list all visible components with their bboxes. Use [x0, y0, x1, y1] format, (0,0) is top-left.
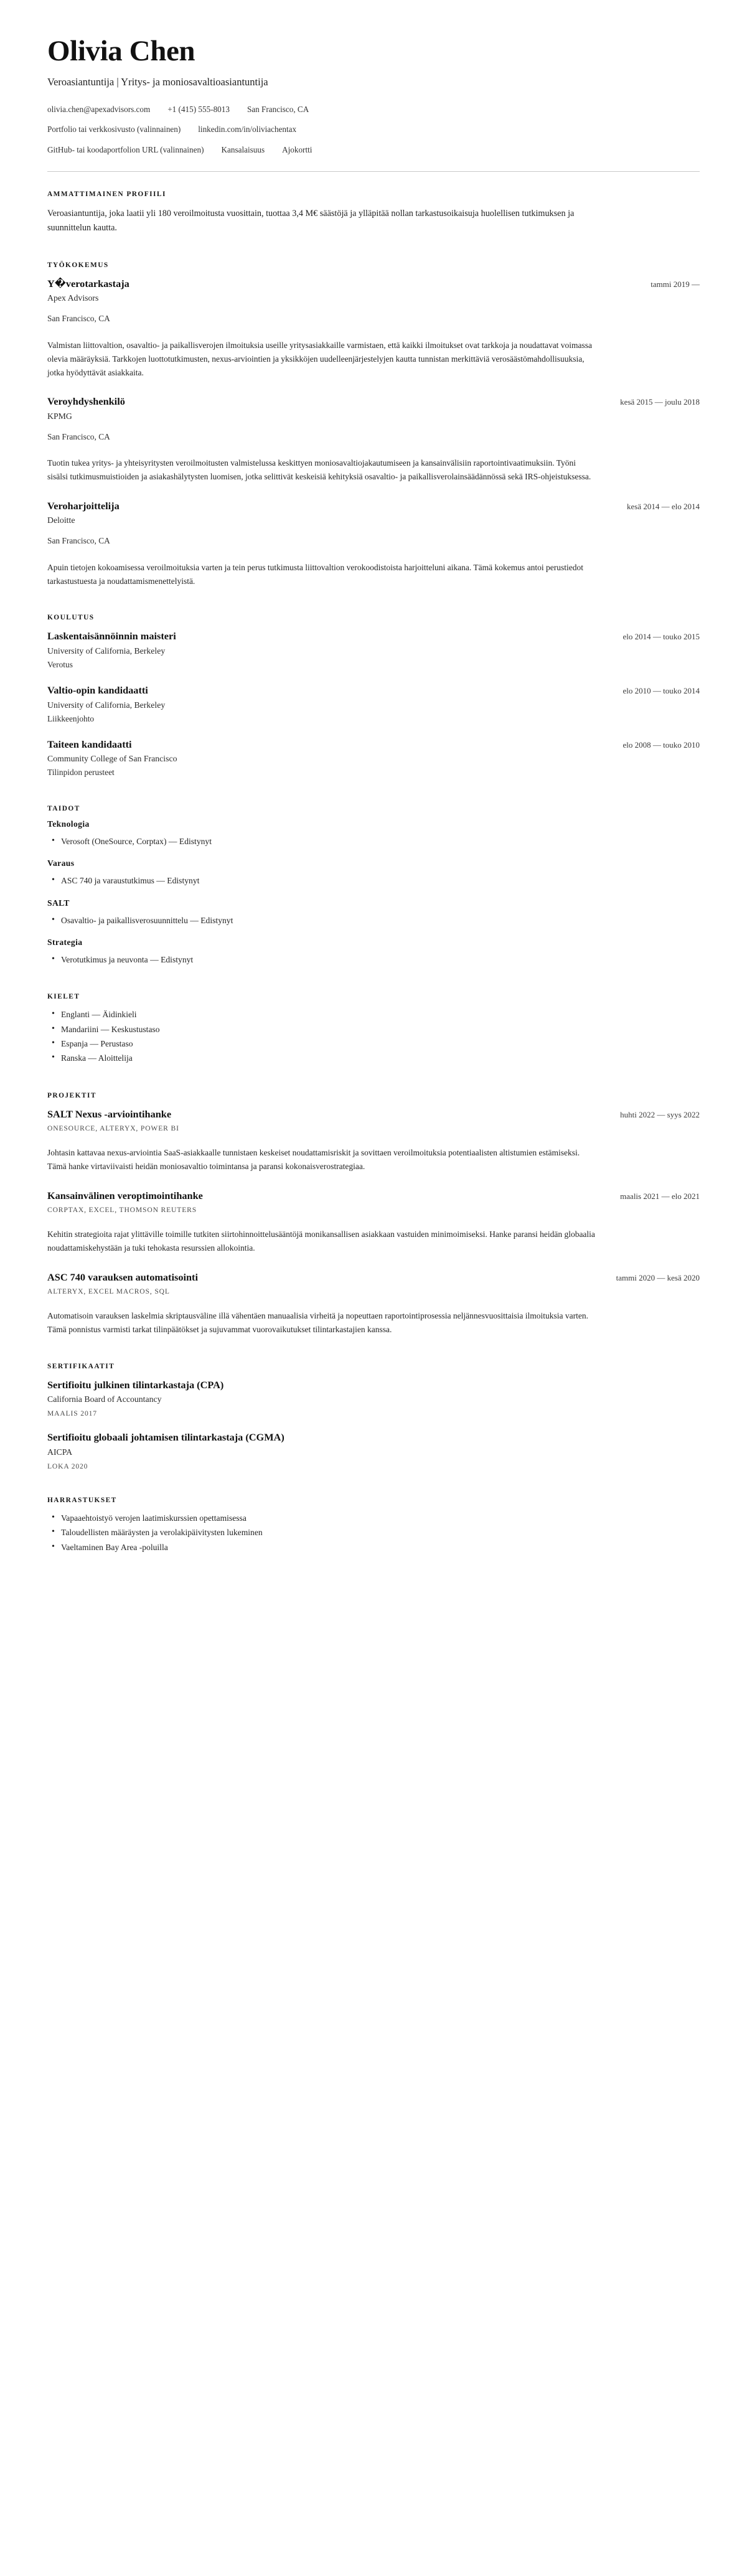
section-projects	[47, 1092, 700, 1337]
github-placeholder-text: GitHub- tai koodaportfolion URL (valinnainen)	[47, 145, 204, 155]
degree-dates: elo 2010 — touko 2014	[622, 686, 700, 696]
education-entry-head	[47, 684, 700, 697]
section-heading-experience: TYÖKOKEMUS	[47, 261, 109, 269]
job-dates: kesä 2015 — joulu 2018	[620, 397, 700, 407]
degree-dates: elo 2008 — touko 2010	[622, 740, 700, 750]
language-item: • Englanti — Äidinkieli	[61, 1007, 700, 1022]
degree-name: Laskentaisännöinnin maisteri	[47, 630, 176, 642]
job-location: San Francisco, CA	[47, 536, 110, 546]
job-description: Apuin tietojen kokoamisessa veroilmoituksia varten ja tein perus tutkimusta liittovaltion verokoodistoista harjoitteluni aikana. Tämä kokemus antoi perustiedot tarkastustuesta ja noudattamismenettelyistä.	[47, 562, 583, 586]
section-experience	[47, 261, 700, 588]
section-heading-summary: AMMATTIMAINEN PROFIILI	[47, 190, 166, 198]
resume-header	[47, 36, 700, 156]
professional-headline: Veroasiantuntija | Yritys- ja moniosavaltioasiantuntija	[47, 76, 268, 88]
certification-issuer: California Board of Accountancy	[47, 1394, 162, 1404]
project-dates: maalis 2021 — elo 2021	[620, 1191, 700, 1201]
job-title: Veroharjoittelija	[47, 499, 120, 512]
certification-name: Sertifioitu julkinen tilintarkastaja (CPA)	[47, 1379, 224, 1391]
section-skills	[47, 805, 700, 967]
job-location: San Francisco, CA	[47, 314, 110, 324]
job-location: San Francisco, CA	[47, 431, 110, 441]
skill-group	[47, 819, 700, 848]
field-of-study: Tilinpidon perusteet	[47, 768, 115, 778]
section-languages	[47, 993, 700, 1066]
project-entry-head	[47, 1108, 700, 1121]
project-entry	[47, 1108, 700, 1173]
certification-name: Sertifioitu globaali johtamisen tilintarkastaja (CGMA)	[47, 1431, 284, 1444]
project-entry	[47, 1271, 700, 1337]
linkedin-link-text[interactable]: linkedin.com/in/oliviachentax	[198, 125, 297, 134]
job-description: Valmistan liittovaltion, osavaltio- ja paikallisverojen ilmoituksia useille yritysasiakkaille varmistaen, että kaikki ilmoitukset ovat tarkkoja ja noudattavat voimassa olevia määräyksiä. Tarkkojen luottotutkimusten, nexus-arviointien ja yksikköjen uudelleenjärjestelyjen kautta tunnistan merkittäviä verosäästömahdollisuuksia, jotka hyödyttävät asiakkaita.	[47, 340, 593, 377]
summary-text: Veroasiantuntija, joka laatii yli 180 veroilmoitusta vuosittain, tuottaa 3,4 M€ säästöjä ja ylläpitää nollan tarkastusoikaisuja huolellisen tutkimuksen ja suunnittelun kautta.	[47, 209, 575, 233]
skill-list	[47, 873, 700, 888]
project-name: ASC 740 varauksen automatisointi	[47, 1271, 198, 1283]
section-heading-certifications: SERTIFIKAATIT	[47, 1363, 115, 1371]
language-list	[47, 1007, 700, 1066]
project-name: SALT Nexus -arviointihanke	[47, 1107, 172, 1120]
section-heading-skills: TAIDOT	[47, 804, 80, 812]
contact-line-extras	[47, 144, 700, 156]
certification-entry	[47, 1379, 700, 1417]
skill-group	[47, 898, 700, 928]
job-company: KPMG	[47, 411, 72, 421]
certification-date: LOKA 2020	[47, 1462, 88, 1470]
project-dates: huhti 2022 — syys 2022	[620, 1109, 700, 1119]
hobby-list	[47, 1511, 700, 1554]
school-name: University of California, Berkeley	[47, 700, 166, 710]
project-description: Kehitin strategioita rajat ylittäville toimille tutkiten siirtohinnoittelusääntöjä monikansallisen asiakkaan vastuiden minimoimiseksi. Hanke paransi heidän globaalia noudattamiskehystään ja tuki tehokasta resurssien allokointia.	[47, 1229, 595, 1253]
header-divider	[47, 171, 700, 172]
degree-name: Taiteen kandidaatti	[47, 738, 132, 750]
experience-entry	[47, 278, 700, 379]
project-description: Johtasin kattavaa nexus-arviointia SaaS-asiakkaalle tunnistaen keskeiset noudattamisriskit ja sovittaen veroilmoituksia potentiaalisten altistumien estämiseksi. Tämä hanke virtaviivaisti heidän moniosavaltio toimintansa ja paransi kokonaisverostrategiaa.	[47, 1148, 580, 1172]
skill-group-name: SALT	[47, 898, 70, 908]
section-heading-education: KOULUTUS	[47, 614, 95, 622]
experience-entry	[47, 500, 700, 588]
contact-line-primary	[47, 103, 700, 116]
section-hobbies	[47, 1497, 700, 1554]
section-certifications	[47, 1363, 700, 1470]
job-company: Apex Advisors	[47, 293, 99, 303]
education-entry-head	[47, 630, 700, 642]
degree-name: Valtio-opin kandidaatti	[47, 684, 148, 697]
skill-list	[47, 834, 700, 848]
experience-entry	[47, 395, 700, 484]
skill-group-name: Teknologia	[47, 819, 90, 829]
skill-item: • Osavaltio- ja paikallisverosuunnittelu — Edistynyt	[61, 913, 700, 928]
project-entry-head	[47, 1271, 700, 1284]
skill-list	[47, 913, 700, 928]
certification-issuer: AICPA	[47, 1447, 73, 1457]
experience-entry-head	[47, 500, 700, 512]
language-item: • Ranska — Aloittelija	[61, 1051, 700, 1065]
section-heading-hobbies: HARRASTUKSET	[47, 1496, 117, 1504]
education-entry	[47, 684, 700, 725]
experience-entry-head	[47, 278, 700, 290]
school-name: Community College of San Francisco	[47, 754, 177, 764]
certification-date: MAALIS 2017	[47, 1409, 97, 1418]
field-of-study: Liikkeenjohto	[47, 713, 95, 723]
hobby-item: • Vapaaehtoistyö verojen laatimiskurssien opettamisessa	[61, 1511, 700, 1525]
education-entry	[47, 630, 700, 670]
job-description: Tuotin tukea yritys- ja yhteisyritysten veroilmoitusten valmistelussa keskittyen moniosavaltiojakautumiseen ja kansainvälisiin raportointivaatimuksiin. Työni sisälsi tutkimusmuistioiden ja asiakashälytysten luomisen, jotka selittivät keskeisiä kehityksiä osavaltio- ja paikallisverolainsäädännössä sekä IRS-ohjeistuksessa.	[47, 458, 591, 482]
job-title: Y�verotarkastaja	[47, 278, 129, 289]
hobby-item: • Taloudellisten määräysten ja verolakipäivitysten lukeminen	[61, 1525, 700, 1539]
education-entry	[47, 738, 700, 779]
email-text: olivia.chen@apexadvisors.com	[47, 104, 151, 114]
skill-item: • Verosoft (OneSource, Corptax) — Edistynyt	[61, 834, 700, 848]
phone-text: +1 (415) 555-8013	[167, 104, 230, 114]
skill-item: • ASC 740 ja varaustutkimus — Edistynyt	[61, 873, 700, 888]
skill-group	[47, 858, 700, 888]
field-of-study: Verotus	[47, 659, 73, 669]
citizenship-text: Kansalaisuus	[221, 145, 265, 155]
section-heading-languages: KIELET	[47, 993, 80, 1001]
section-summary	[47, 190, 700, 235]
location-text: San Francisco, CA	[247, 104, 309, 114]
project-tech-stack: CORPTAX, EXCEL, THOMSON REUTERS	[47, 1206, 197, 1215]
project-tech-stack: ALTERYX, EXCEL MACROS, SQL	[47, 1287, 170, 1296]
job-dates: kesä 2014 — elo 2014	[627, 501, 700, 511]
job-dates: tammi 2019 —	[651, 280, 700, 289]
portfolio-placeholder-text: Portfolio tai verkkosivusto (valinnainen)	[47, 125, 181, 134]
job-company: Deloitte	[47, 515, 75, 525]
skill-group-name: Varaus	[47, 858, 75, 868]
project-dates: tammi 2020 — kesä 2020	[616, 1272, 700, 1282]
job-title: Veroyhdyshenkilö	[47, 395, 125, 408]
skill-list	[47, 952, 700, 967]
project-entry-head	[47, 1190, 700, 1202]
experience-entry-head	[47, 395, 700, 408]
certification-entry	[47, 1431, 700, 1470]
project-tech-stack: ONESOURCE, ALTERYX, POWER BI	[47, 1124, 179, 1133]
language-item: • Mandariini — Keskustustaso	[61, 1022, 700, 1037]
skill-item: • Verotutkimus ja neuvonta — Edistynyt	[61, 952, 700, 967]
education-entry-head	[47, 738, 700, 751]
skill-group-name: Strategia	[47, 937, 83, 947]
project-name: Kansainvälinen veroptimointihanke	[47, 1189, 203, 1201]
project-description: Automatisoin varauksen laskelmia skriptausväline illä vähentäen manuaalisia virheitä ja nopeuttaen raportointiprosessia neljännesvuosittaisia ilmoituksia varten. Tämä ponnistus varmisti tarkat tilinpäätökset ja sujuvammat vuorovaikutukset tilintarkastajien kanssa.	[47, 1311, 589, 1335]
project-entry	[47, 1190, 700, 1255]
section-heading-projects: PROJEKTIT	[47, 1091, 96, 1099]
school-name: University of California, Berkeley	[47, 646, 166, 656]
section-education	[47, 614, 700, 778]
page-title: Olivia Chen	[47, 35, 195, 67]
degree-dates: elo 2014 — touko 2015	[622, 632, 700, 642]
skill-group	[47, 938, 700, 967]
drivers-license-text: Ajokortti	[282, 145, 312, 155]
language-item: • Espanja — Perustaso	[61, 1037, 700, 1051]
contact-line-links	[47, 123, 700, 136]
hobby-item: • Vaeltaminen Bay Area -poluilla	[61, 1540, 700, 1554]
